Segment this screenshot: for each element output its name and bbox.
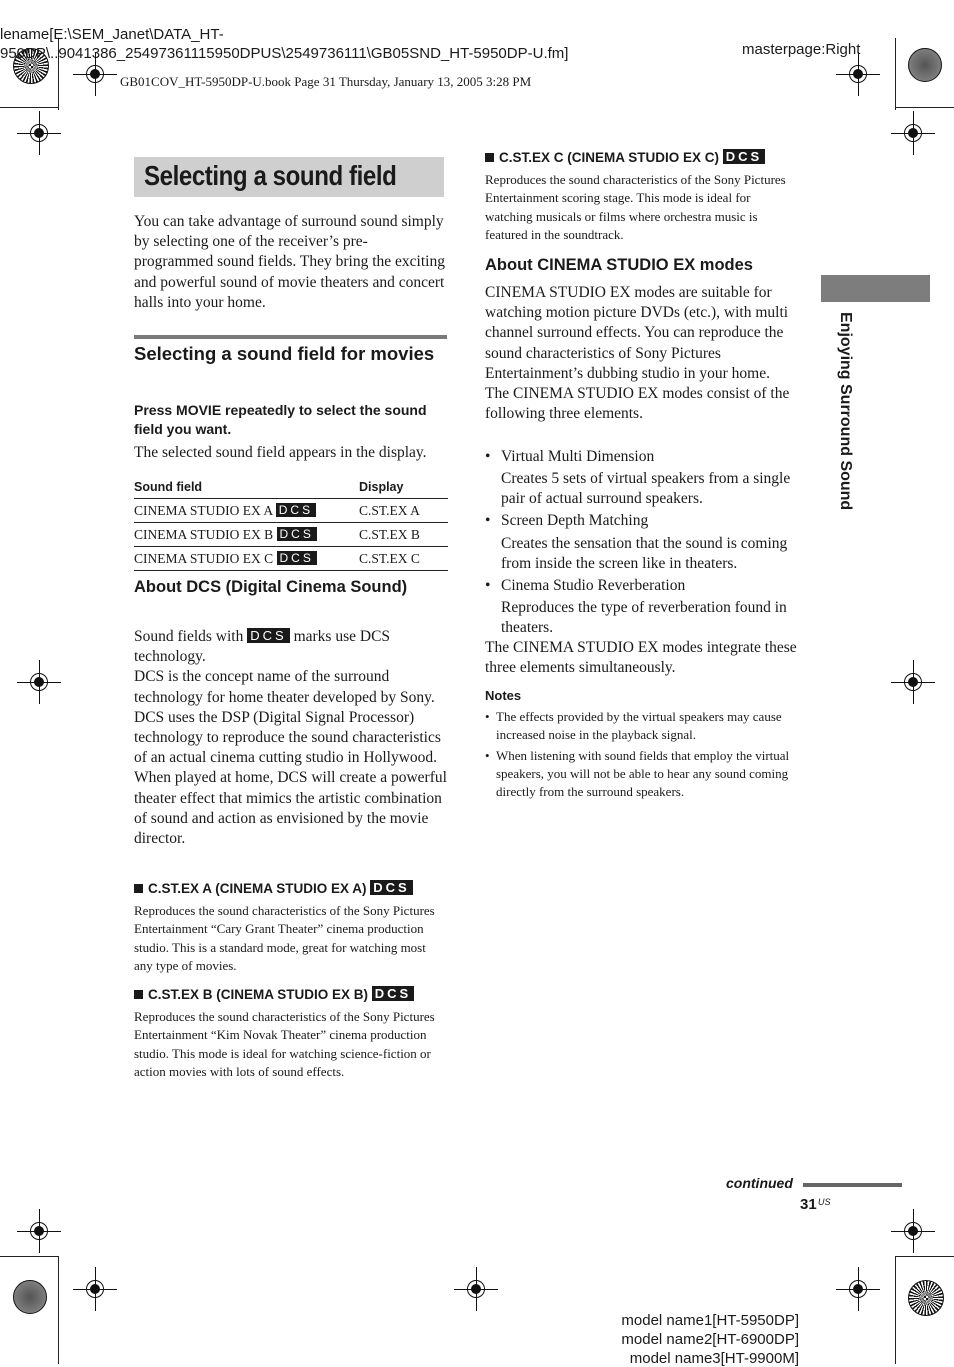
table-row [134, 499, 448, 523]
continued-bar [803, 1183, 902, 1187]
bullet-dot: • [485, 577, 491, 594]
display-value: C.ST.EX C [359, 547, 448, 571]
column-header-sound-field: Sound field [134, 477, 359, 499]
display-value: C.ST.EX B [359, 523, 448, 547]
movies-heading: Selecting a sound field for movies [134, 343, 435, 364]
bullet-desc: Creates 5 sets of virtual speakers from a single pair of actual surround speakers. [501, 470, 791, 508]
dcs-heading: About DCS (Digital Cinema Sound) [134, 578, 408, 596]
sound-field-name: CINEMA STUDIO EX C [134, 550, 274, 566]
dcs-badge: DCS [372, 986, 414, 1001]
step-result: The selected sound field appears in the display. [134, 444, 427, 461]
dcs-body-pre: Sound fields with [134, 628, 244, 645]
section-tab-label: Enjoying Surround Sound [837, 312, 854, 511]
bullet-dot: • [485, 448, 491, 465]
step-instruction: Press MOVIE repeatedly to select the sound field you want. [134, 402, 427, 437]
square-bullet-icon [134, 990, 143, 999]
bullet-desc: Reproduces the type of reverberation found in theaters. [501, 599, 787, 637]
note-item: • When listening with sound fields that employ the virtual speakers, you will not be able to hear any sound coming directly from the surround speakers. [485, 748, 790, 799]
about-ex-heading: About CINEMA STUDIO EX modes [485, 256, 753, 274]
section-rule [134, 335, 447, 339]
square-bullet-icon [134, 884, 143, 893]
dcs-description [134, 627, 448, 849]
exa-description: Reproduces the sound characteristics of the Sony Pictures Entertainment “Cary Grant Theater” cinema production studio. This is a standard mode, great for watching most any type of movies. [134, 903, 435, 973]
page-title: Selecting a sound field [144, 160, 397, 191]
square-bullet-icon [485, 153, 494, 162]
continued-label: continued [726, 1175, 793, 1191]
dcs-badge: DCS [723, 149, 765, 164]
table-row [134, 547, 448, 571]
page-number: 31 [800, 1196, 817, 1213]
bullet-title: Virtual Multi Dimension [501, 448, 655, 465]
bullet-desc: Creates the sensation that the sound is coming from inside the screen like in theaters. [501, 535, 788, 573]
about-ex-intro: CINEMA STUDIO EX modes are suitable for watching motion picture DVDs (etc.), with multi channel surround effects. You can reproduce the sound characteristics of Sony Pictures Entertainment’s dubbing studio in your home. The CINEMA STUDIO EX modes consist of the following three elements. [485, 284, 790, 423]
source-filename: lename[E:\SEM_Janet\DATA_HT- 950DP\..9041386_25497361115950DPUS\2549736111\GB05SND_HT-5950DP-U.fm] [0, 26, 569, 62]
intro-paragraph: You can take advantage of surround sound simply by selecting one of the receiver’s pre-programmed sound fields. They bring the exciting and powerful sound of movie theaters and concert halls into your home. [134, 213, 445, 311]
dcs-body-concept: DCS is the concept name of the surround technology for home theater developed by Sony. DCS uses the DSP (Digital Signal Processor) technology to reproduce the sound characteristics of an actual cinema cutting studio in Hollywood. [134, 668, 441, 767]
dcs-badge: DCS [276, 503, 316, 517]
model-name-1: model name1[HT-5950DP] [621, 1312, 799, 1329]
sound-field-name: CINEMA STUDIO EX B [134, 526, 274, 542]
sound-field-table [134, 477, 448, 571]
bullet-dot: • [485, 512, 491, 529]
display-value: C.ST.EX A [359, 499, 448, 523]
exa-heading: C.ST.EX A (CINEMA STUDIO EX A) DCS [134, 880, 413, 896]
dcs-badge: DCS [370, 880, 412, 895]
column-header-display: Display [359, 477, 448, 499]
page-region-suffix: US [818, 1197, 831, 1207]
color-target-icon [908, 48, 942, 82]
model-name-3: model name3[HT-9900M] [629, 1350, 799, 1367]
note-item: • The effects provided by the virtual speakers may cause increased noise in the playback signal. [485, 709, 782, 742]
bullet-title: Cinema Studio Reverberation [501, 577, 686, 594]
masterpage-label: masterpage:Right [742, 41, 861, 58]
model-name-2: model name2[HT-6900DP] [621, 1331, 799, 1348]
exb-description: Reproduces the sound characteristics of the Sony Pictures Entertainment “Kim Novak Theater” cinema production studio. This mode is ideal for watching science-fiction or action movies with lots of sound effects. [134, 1009, 435, 1079]
exb-heading: C.ST.EX B (CINEMA STUDIO EX B) DCS [134, 986, 414, 1002]
color-target-icon [13, 1280, 47, 1314]
dcs-badge: DCS [277, 527, 317, 541]
table-header-row [134, 477, 448, 499]
section-tab [821, 275, 930, 302]
sound-field-name: CINEMA STUDIO EX A [134, 502, 273, 518]
exc-heading: C.ST.EX C (CINEMA STUDIO EX C) DCS [485, 149, 765, 165]
book-info-line: GB01COV_HT-5950DP-U.book Page 31 Thursday, January 13, 2005 3:28 PM [120, 74, 532, 89]
dcs-badge: DCS [277, 551, 317, 565]
dcs-body-post: marks use DCS technology. [134, 628, 391, 666]
star-target-icon [908, 1280, 944, 1316]
table-row [134, 523, 448, 547]
exc-description: Reproduces the sound characteristics of the Sony Pictures Entertainment scoring stage. This mode is ideal for watching musicals or films where orchestra music is featured in the soundtrack. [485, 172, 786, 242]
dcs-body-home: When played at home, DCS will create a powerful theater effect that mimics the artistic combination of sound and action as envisioned by the movie director. [134, 769, 447, 848]
notes-heading: Notes [485, 688, 522, 703]
bullet-title: Screen Depth Matching [501, 512, 649, 529]
dcs-badge: DCS [247, 628, 289, 643]
about-ex-conclusion: The CINEMA STUDIO EX modes integrate these three elements simultaneously. [485, 639, 797, 677]
